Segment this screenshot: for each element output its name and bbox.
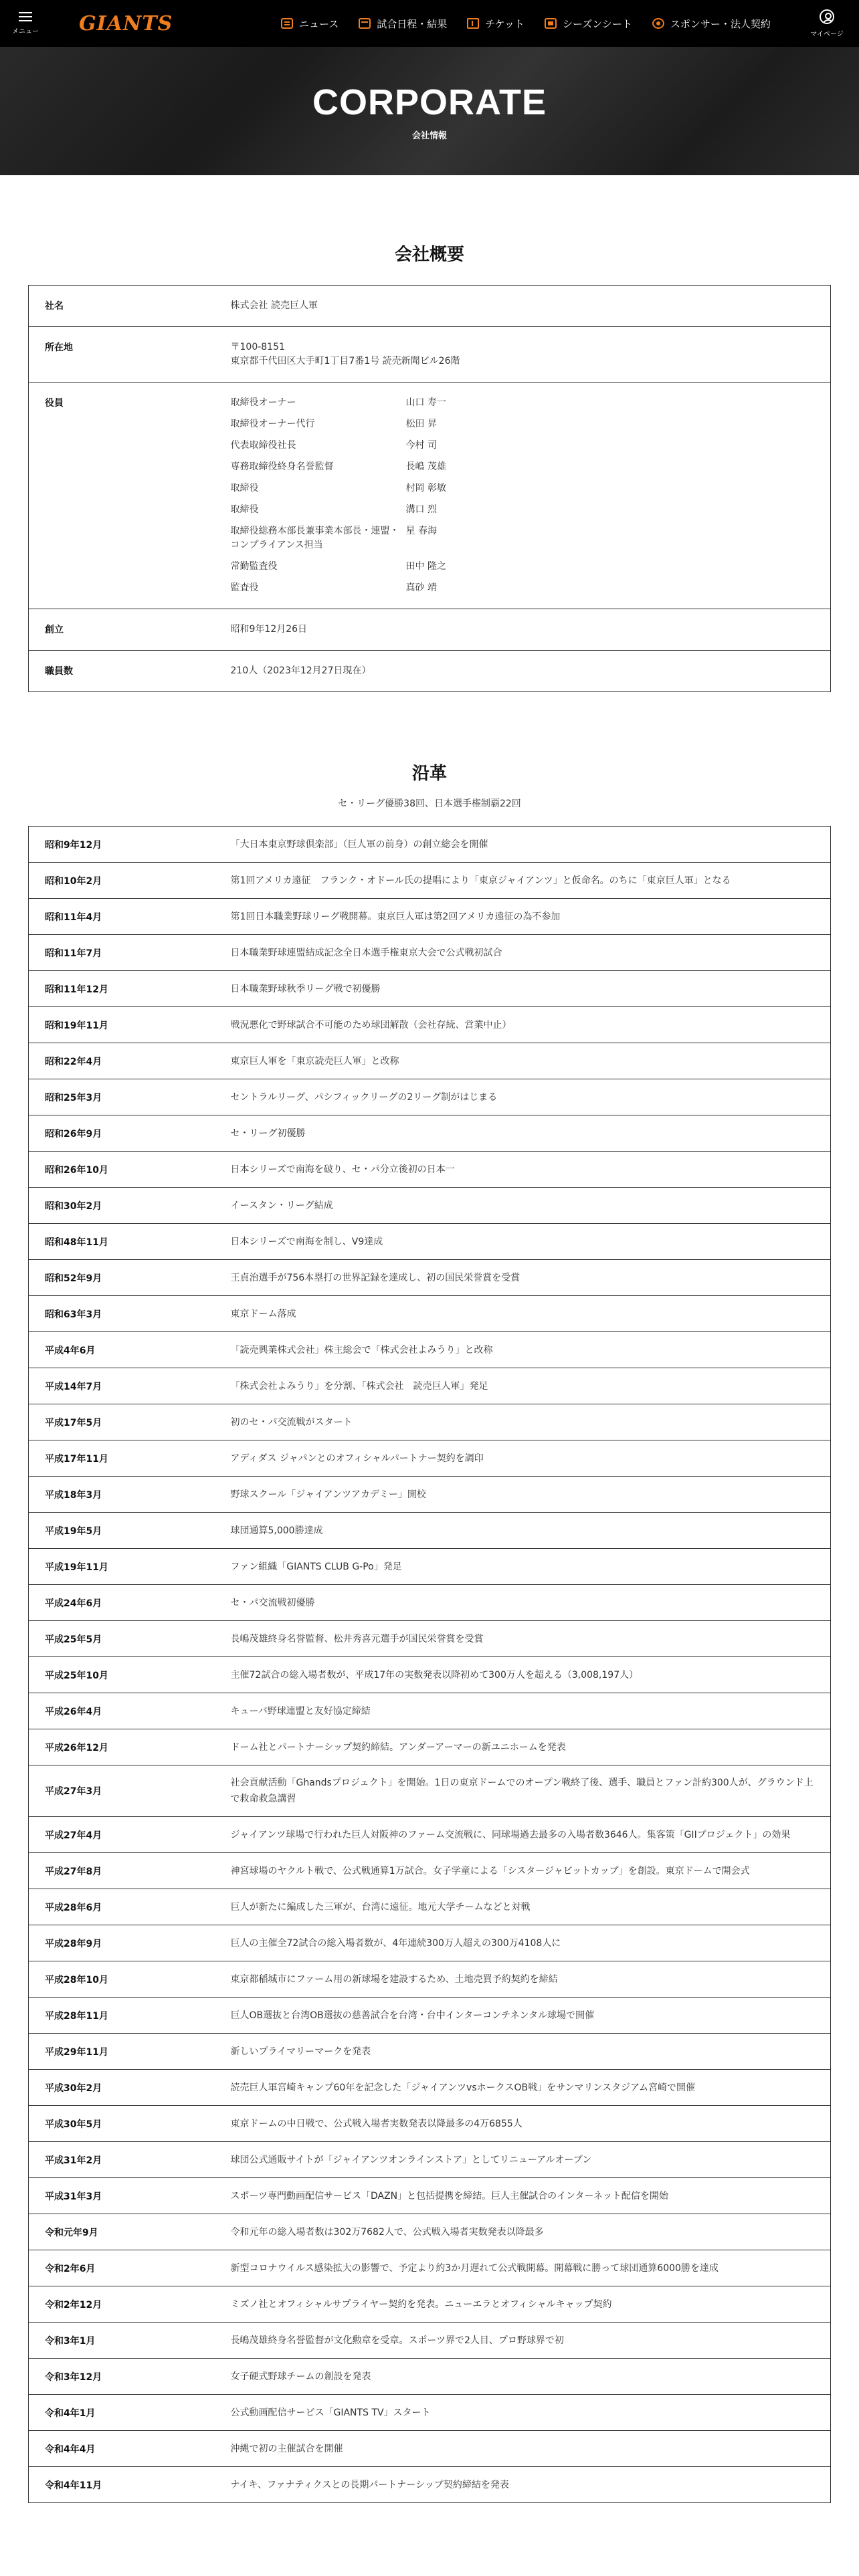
history-date: 平成30年2月 <box>29 2070 231 2106</box>
nav-ticket[interactable] <box>467 17 524 31</box>
table-row <box>29 1043 831 1079</box>
history-event: 第1回アメリカ遠征 フランク・オドール氏の提唱により「東京ジャイアンツ」と仮命名。のちに「東京巨人軍」となる <box>231 863 831 899</box>
founded-date: 昭和9年12月26日 <box>231 609 831 651</box>
history-event: 令和元年の総入場者数は302万7682人で、公式戦入場者実数発表以降最多 <box>231 2214 831 2250</box>
history-date: 令和4年1月 <box>29 2395 231 2431</box>
history-event: ファン組織「GIANTS CLUB G-Po」発足 <box>231 1549 831 1585</box>
history-event: 新型コロナウイルス感染拡大の影響で、予定より約3か月遅れて公式戦開幕。開幕戦に勝って球団通算6000勝を達成 <box>231 2250 831 2286</box>
history-event: 日本職業野球秋季リーグ戦で初優勝 <box>231 971 831 1007</box>
officer-role: 取締役オーナー <box>230 397 296 408</box>
table-row <box>29 1657 831 1693</box>
history-date: 平成28年11月 <box>29 1998 231 2034</box>
table-row <box>29 2250 831 2286</box>
table-row <box>29 2323 831 2359</box>
table-row <box>29 1477 831 1513</box>
address: 東京都千代田区大手町1丁目7番1号 読売新聞ビル26階 <box>230 356 460 366</box>
nav-schedule[interactable] <box>359 17 447 31</box>
calendar-icon <box>359 18 371 29</box>
officer-name: 松田 昇 <box>405 419 437 429</box>
table-row <box>29 609 831 651</box>
history-event: アディダス ジャパンとのオフィシャルパートナー契約を調印 <box>231 1440 831 1477</box>
global-nav <box>281 0 791 47</box>
history-event: 長嶋茂雄終身名誉監督、松井秀喜元選手が国民栄誉賞を受賞 <box>231 1621 831 1657</box>
history-event: 東京ドームの中日戦で、公式戦入場者実数発表以降最多の4万6855人 <box>231 2106 831 2142</box>
table-row <box>29 2142 831 2178</box>
history-date: 昭和52年9月 <box>29 1260 231 1296</box>
history-date: 昭和25年3月 <box>29 1079 231 1115</box>
table-row <box>29 863 831 899</box>
history-date: 昭和11年4月 <box>29 899 231 935</box>
history-date: 令和3年1月 <box>29 2323 231 2359</box>
history-event: イースタン・リーグ結成 <box>231 1188 831 1224</box>
giants-logo[interactable]: GIANTS <box>79 11 173 35</box>
history-date: 昭和11年7月 <box>29 935 231 971</box>
history-date: 平成28年6月 <box>29 1889 231 1925</box>
history-date: 平成25年5月 <box>29 1621 231 1657</box>
history-event: 球団公式通販サイトが「ジャイアンツオンラインストア」としてリニューアルオープン <box>231 2142 831 2178</box>
row-label: 役員 <box>29 383 231 609</box>
history-date: 令和2年12月 <box>29 2286 231 2323</box>
history-subtitle: セ・リーグ優勝38回、日本選手権制覇22回 <box>338 798 521 809</box>
officer-name: 今村 司 <box>405 440 437 451</box>
history-event: 球団通算5,000勝達成 <box>231 1513 831 1549</box>
history-event: 公式動画配信サービス「GIANTS TV」スタート <box>231 2395 831 2431</box>
officer-role: 常勤監査役 <box>230 561 278 572</box>
history-event: 沖縄で初の主催試合を開催 <box>231 2431 831 2467</box>
nav-season-seat[interactable] <box>545 17 632 31</box>
table-row <box>29 1115 831 1152</box>
table-row <box>29 1152 831 1188</box>
news-icon <box>281 18 293 29</box>
history-date: 令和元年9月 <box>29 2214 231 2250</box>
table-row <box>29 1549 831 1585</box>
history-event: スポーツ専門動画配信サービス「DAZN」と包括提携を締結。巨人主催試合のインターネット配信を開始 <box>231 2178 831 2214</box>
table-row <box>29 2431 831 2467</box>
table-row <box>29 1693 831 1729</box>
history-date: 令和3年12月 <box>29 2359 231 2395</box>
officer-name: 星 春海 <box>405 526 437 536</box>
history-date: 昭和11年12月 <box>29 971 231 1007</box>
officers-cell <box>231 383 831 609</box>
history-date: 平成17年5月 <box>29 1404 231 1440</box>
page-subtitle: 会社情報 <box>411 130 447 141</box>
table-row <box>29 1585 831 1621</box>
table-row <box>29 2070 831 2106</box>
history-event: 新しいプライマリーマークを発表 <box>231 2034 831 2070</box>
history-event: 東京ドーム落成 <box>231 1296 831 1332</box>
history-date: 平成29年11月 <box>29 2034 231 2070</box>
mypage-label: マイページ <box>810 30 844 38</box>
row-label: 創立 <box>29 609 231 651</box>
site-header <box>0 0 859 47</box>
table-row <box>29 1765 831 1817</box>
history-date: 平成27年8月 <box>29 1853 231 1889</box>
history-table <box>28 826 831 2503</box>
history-date: 平成26年4月 <box>29 1693 231 1729</box>
table-row <box>29 2034 831 2070</box>
history-date: 昭和48年11月 <box>29 1224 231 1260</box>
history-event: 社会貢献活動「Ghandsプロジェクト」を開始。1日の東京ドームでのオープン戦終了後、選手、職員とファン計約300人が、グラウンド上で救命救急講習 <box>231 1765 831 1817</box>
history-date: 平成27年4月 <box>29 1817 231 1853</box>
table-row <box>29 1368 831 1404</box>
officers-list <box>231 396 831 595</box>
history-event: 日本シリーズで南海を制し、V9達成 <box>231 1224 831 1260</box>
history-date: 昭和63年3月 <box>29 1296 231 1332</box>
officer-role: 監査役 <box>230 582 259 593</box>
history-event: 王貞治選手が756本塁打の世界記録を達成し、初の国民栄誉賞を受賞 <box>231 1260 831 1296</box>
officer-name: 山口 寿一 <box>405 397 446 408</box>
company-name: 株式会社 読売巨人軍 <box>231 286 831 327</box>
nav-sponsor[interactable] <box>652 17 771 31</box>
history-event: ドーム社とパートナーシップ契約締結。アンダーアーマーの新ユニホームを発表 <box>231 1729 831 1765</box>
history-event: セントラルリーグ、パシフィックリーグの2リーグ制がはじまる <box>231 1079 831 1115</box>
history-date: 昭和22年4月 <box>29 1043 231 1079</box>
table-row <box>29 1729 831 1765</box>
table-row <box>29 1079 831 1115</box>
table-row <box>29 1961 831 1998</box>
history-event: 読売巨人軍宮崎キャンプ60年を記念した「ジャイアンツvsホークスOB戦」をサンマリンスタジアム宮崎で開催 <box>231 2070 831 2106</box>
officer-name: 長嶋 茂雄 <box>405 461 446 472</box>
table-row <box>29 286 831 327</box>
table-row <box>29 2106 831 2142</box>
history-event: 日本シリーズで南海を破り、セ・パ分立後初の日本一 <box>231 1152 831 1188</box>
table-row <box>29 899 831 935</box>
table-row <box>29 2178 831 2214</box>
menu-label: メニュー <box>12 27 39 35</box>
table-row <box>29 971 831 1007</box>
address-cell <box>231 327 831 383</box>
nav-season-seat-label: シーズンシート <box>562 17 632 30</box>
history-date: 平成14年7月 <box>29 1368 231 1404</box>
history-date: 平成18年3月 <box>29 1477 231 1513</box>
history-event: 野球スクール「ジャイアンツアカデミー」開校 <box>231 1477 831 1513</box>
table-row <box>29 1513 831 1549</box>
table-row <box>29 1260 831 1296</box>
history-event: 巨人の主催全72試合の総入場者数が、4年連続300万人超えの300万4108人に <box>231 1925 831 1961</box>
history-date: 昭和9年12月 <box>29 827 231 863</box>
officer-name: 溝口 烈 <box>405 504 437 515</box>
history-event: 「株式会社よみうり」を分割、「株式会社 読売巨人軍」発足 <box>231 1368 831 1404</box>
officer-role: 代表取締役社長 <box>230 440 296 451</box>
history-event: セ・リーグ初優勝 <box>231 1115 831 1152</box>
officer-role: 取締役 <box>230 504 259 515</box>
history-date: 令和4年4月 <box>29 2431 231 2467</box>
history-date: 昭和26年10月 <box>29 1152 231 1188</box>
history-date: 平成28年10月 <box>29 1961 231 1998</box>
row-label: 社名 <box>29 286 231 327</box>
history-event: 「読売興業株式会社」株主総会で「株式会社よみうり」と改称 <box>231 1332 831 1368</box>
table-row <box>29 1925 831 1961</box>
officer-role: 取締役総務本部長兼事業本部長・連盟・コンプライアンス担当 <box>230 526 399 550</box>
postal-code: 〒100-8151 <box>230 342 285 352</box>
staff-count: 210人（2023年12月27日現在） <box>231 651 831 692</box>
history-event: ジャイアンツ球場で行われた巨人対阪神のファーム交流戦に、同球場過去最多の入場者数3646人。集客策「GIIプロジェクト」の効果 <box>231 1817 831 1853</box>
history-event: 第1回日本職業野球リーグ戦開幕。東京巨人軍は第2回アメリカ遠征の為不参加 <box>231 899 831 935</box>
company-overview-section <box>28 175 831 692</box>
officer-role: 専務取締役終身名誉監督 <box>230 461 334 472</box>
history-title: 沿革 <box>411 764 447 784</box>
table-row <box>29 1188 831 1224</box>
table-row <box>29 1440 831 1477</box>
hamburger-icon <box>19 12 32 21</box>
table-row <box>29 327 831 383</box>
history-event: 東京巨人軍を「東京読売巨人軍」と改称 <box>231 1043 831 1079</box>
officer-role: 取締役 <box>230 483 259 494</box>
table-row <box>29 1889 831 1925</box>
history-event: ミズノ社とオフィシャルサプライヤー契約を発表。ニューエラとオフィシャルキャップ契約 <box>231 2286 831 2323</box>
history-event: 長嶋茂雄終身名誉監督が文化勲章を受章。スポーツ界で2人目、プロ野球界で初 <box>231 2323 831 2359</box>
history-date: 平成19年11月 <box>29 1549 231 1585</box>
history-event: 神宮球場のヤクルト戦で、公式戦通算1万試合。女子学童による「シスタージャビットカップ」を創設。東京ドームで開会式 <box>231 1853 831 1889</box>
history-date: 平成30年5月 <box>29 2106 231 2142</box>
history-date: 平成4年6月 <box>29 1332 231 1368</box>
history-date: 昭和19年11月 <box>29 1007 231 1043</box>
history-date: 令和2年6月 <box>29 2250 231 2286</box>
history-date: 平成26年12月 <box>29 1729 231 1765</box>
history-event: 女子硬式野球チームの創設を発表 <box>231 2359 831 2395</box>
table-row <box>29 2214 831 2250</box>
row-label: 職員数 <box>29 651 231 692</box>
history-event: キューバ野球連盟と友好協定締結 <box>231 1693 831 1729</box>
row-label: 所在地 <box>29 327 231 383</box>
history-date: 平成31年2月 <box>29 2142 231 2178</box>
overview-title: 会社概要 <box>394 245 464 265</box>
history-date: 平成24年6月 <box>29 1585 231 1621</box>
officer-name: 村岡 彰敏 <box>405 483 446 494</box>
nav-schedule-label: 試合日程・結果 <box>377 17 448 30</box>
history-date: 昭和10年2月 <box>29 863 231 899</box>
user-icon <box>820 9 834 24</box>
nav-sponsor-label: スポンサー・法人契約 <box>670 17 771 30</box>
table-row <box>29 1296 831 1332</box>
history-event: ナイキ、ファナティクスとの長期パートナーシップ契約締結を発表 <box>231 2467 831 2503</box>
history-event: 日本職業野球連盟結成記念全日本選手権東京大会で公式戦初試合 <box>231 935 831 971</box>
page-title: CORPORATE <box>312 82 547 122</box>
mypage-button[interactable] <box>809 5 844 42</box>
table-row <box>29 1621 831 1657</box>
table-row <box>29 2359 831 2395</box>
history-date: 平成27年3月 <box>29 1765 231 1817</box>
history-date: 平成31年3月 <box>29 2178 231 2214</box>
history-event: 「大日本東京野球倶楽部」（巨人軍の前身）の創立総会を開催 <box>231 827 831 863</box>
history-event: 戦況悪化で野球試合不可能のため球団解散（会社存続、営業中止） <box>231 1007 831 1043</box>
history-event: 主催72試合の総入場者数が、平成17年の実数発表以降初めて300万人を超える（3,008,197人） <box>231 1657 831 1693</box>
history-event: 巨人が新たに編成した三軍が、台湾に遠征。地元大学チームなどと対戦 <box>231 1889 831 1925</box>
nav-ticket-label: チケット <box>485 17 524 30</box>
nav-news[interactable] <box>281 17 339 31</box>
history-event: 初のセ・パ交流戦がスタート <box>231 1404 831 1440</box>
history-event: 東京都稲城市にファーム用の新球場を建設するため、土地売買予約契約を締結 <box>231 1961 831 1998</box>
table-row <box>29 2467 831 2503</box>
history-event: 巨人OB選抜と台湾OB選抜の慈善試合を台湾・台中インターコンチネンタル球場で開催 <box>231 1998 831 2034</box>
table-row <box>29 651 831 692</box>
table-row <box>29 1404 831 1440</box>
officer-name: 田中 隆之 <box>405 561 446 572</box>
page-hero <box>0 47 859 175</box>
table-row <box>29 1007 831 1043</box>
table-row <box>29 935 831 971</box>
table-row <box>29 383 831 609</box>
officer-role: 取締役オーナー代行 <box>230 419 315 429</box>
history-date: 令和4年11月 <box>29 2467 231 2503</box>
table-row <box>29 2286 831 2323</box>
season-seat-icon <box>545 18 557 29</box>
history-date: 平成28年9月 <box>29 1925 231 1961</box>
history-event: セ・パ交流戦初優勝 <box>231 1585 831 1621</box>
table-row <box>29 1817 831 1853</box>
table-row <box>29 1224 831 1260</box>
table-row <box>29 1998 831 2034</box>
table-row <box>29 1853 831 1889</box>
history-date: 昭和26年9月 <box>29 1115 231 1152</box>
officer-name: 真砂 靖 <box>405 582 437 593</box>
table-row <box>29 1332 831 1368</box>
history-date: 平成19年5月 <box>29 1513 231 1549</box>
history-date: 平成17年11月 <box>29 1440 231 1477</box>
menu-button[interactable] <box>12 5 39 42</box>
sponsor-icon <box>652 18 664 29</box>
table-row <box>29 2395 831 2431</box>
history-section <box>28 692 831 2530</box>
history-date: 昭和30年2月 <box>29 1188 231 1224</box>
table-row <box>29 827 831 863</box>
company-overview-table <box>28 285 831 692</box>
nav-news-label: ニュース <box>299 17 339 30</box>
ticket-icon <box>467 18 479 29</box>
history-date: 平成25年10月 <box>29 1657 231 1693</box>
